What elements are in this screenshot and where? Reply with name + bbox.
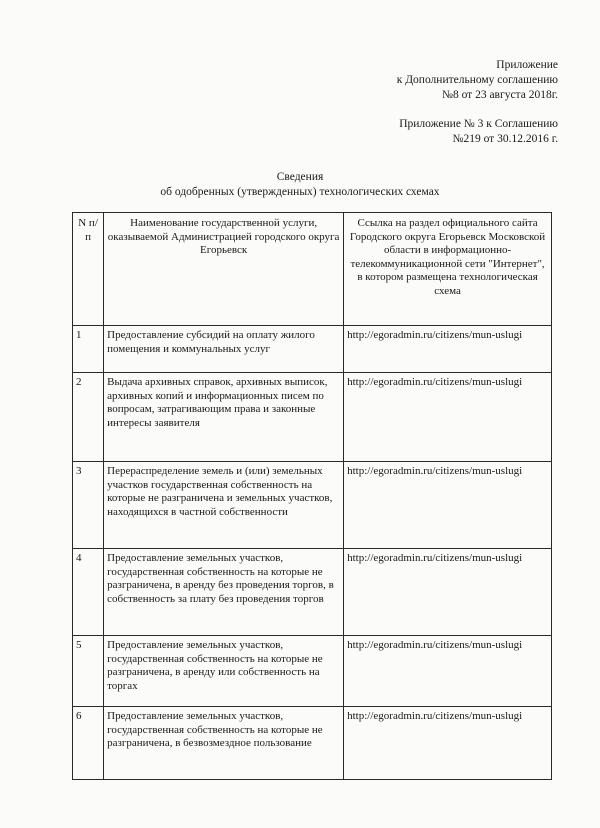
appendix-note [397, 58, 558, 147]
appendix-line: №219 от 30.12.2016 г. [452, 133, 558, 145]
title-line: Сведения [276, 171, 324, 183]
table-header-row [73, 213, 552, 326]
row-service-name: Предоставление субсидий на оплату жилого помещения и коммунальных услуг [104, 326, 344, 373]
row-num: 5 [73, 636, 104, 707]
appendix-line: к Дополнительному соглашению [396, 74, 558, 86]
row-num: 4 [73, 549, 104, 636]
row-service-name: Выдача архивных справок, архивных выписок, архивных копий и информационных писем по вопросам, затрагивающим права и законные интересы заявителя [104, 373, 344, 462]
row-service-name: Перераспределение земель и (или) земельных участков государственная собственность на которые не разграничена и земельных участков, находящихся в частной собственности [104, 462, 344, 549]
row-link: http://egoradmin.ru/citizens/mun-uslugi [344, 636, 552, 707]
document-title [0, 170, 600, 200]
row-num: 6 [73, 707, 104, 780]
table-row [73, 326, 552, 373]
appendix-supplement [397, 58, 558, 103]
row-link: http://egoradmin.ru/citizens/mun-uslugi [344, 462, 552, 549]
table-row [73, 636, 552, 707]
table-row [73, 462, 552, 549]
row-service-name: Предоставление земельных участков, государственная собственность на которые не разграничена, в аренду или собственность на торгах [104, 636, 344, 707]
table-row [73, 707, 552, 780]
row-num: 3 [73, 462, 104, 549]
header-link: Ссылка на раздел официального сайта Городского округа Егорьевск Московской области в информационно-телекоммуникационной сети "Интернет", в котором размещена технологическая схема [344, 213, 552, 326]
appendix-line: Приложение [496, 59, 558, 71]
title-line: об одобренных (утвержденных) технологических схемах [160, 186, 440, 198]
row-link: http://egoradmin.ru/citizens/mun-uslugi [344, 549, 552, 636]
row-link: http://egoradmin.ru/citizens/mun-uslugi [344, 707, 552, 780]
row-link: http://egoradmin.ru/citizens/mun-uslugi [344, 373, 552, 462]
header-num: N п/п [73, 213, 104, 326]
row-link: http://egoradmin.ru/citizens/mun-uslugi [344, 326, 552, 373]
table-row [73, 373, 552, 462]
row-service-name: Предоставление земельных участков, государственная собственность на которые не разграничена, в безвозмездное пользование [104, 707, 344, 780]
appendix-agreement [397, 117, 558, 147]
row-service-name: Предоставление земельных участков, государственная собственность на которые не разграничена, в аренду без проведения торгов, в собственность за плату без проведения торгов [104, 549, 344, 636]
appendix-line: №8 от 23 августа 2018г. [441, 89, 558, 101]
row-num: 1 [73, 326, 104, 373]
header-name: Наименование государственной услуги, оказываемой Администрацией городского округа Егорьевск [104, 213, 344, 326]
row-num: 2 [73, 373, 104, 462]
table-row [73, 549, 552, 636]
schemes-table [72, 212, 552, 780]
appendix-line: Приложение № 3 к Соглашению [399, 118, 558, 130]
